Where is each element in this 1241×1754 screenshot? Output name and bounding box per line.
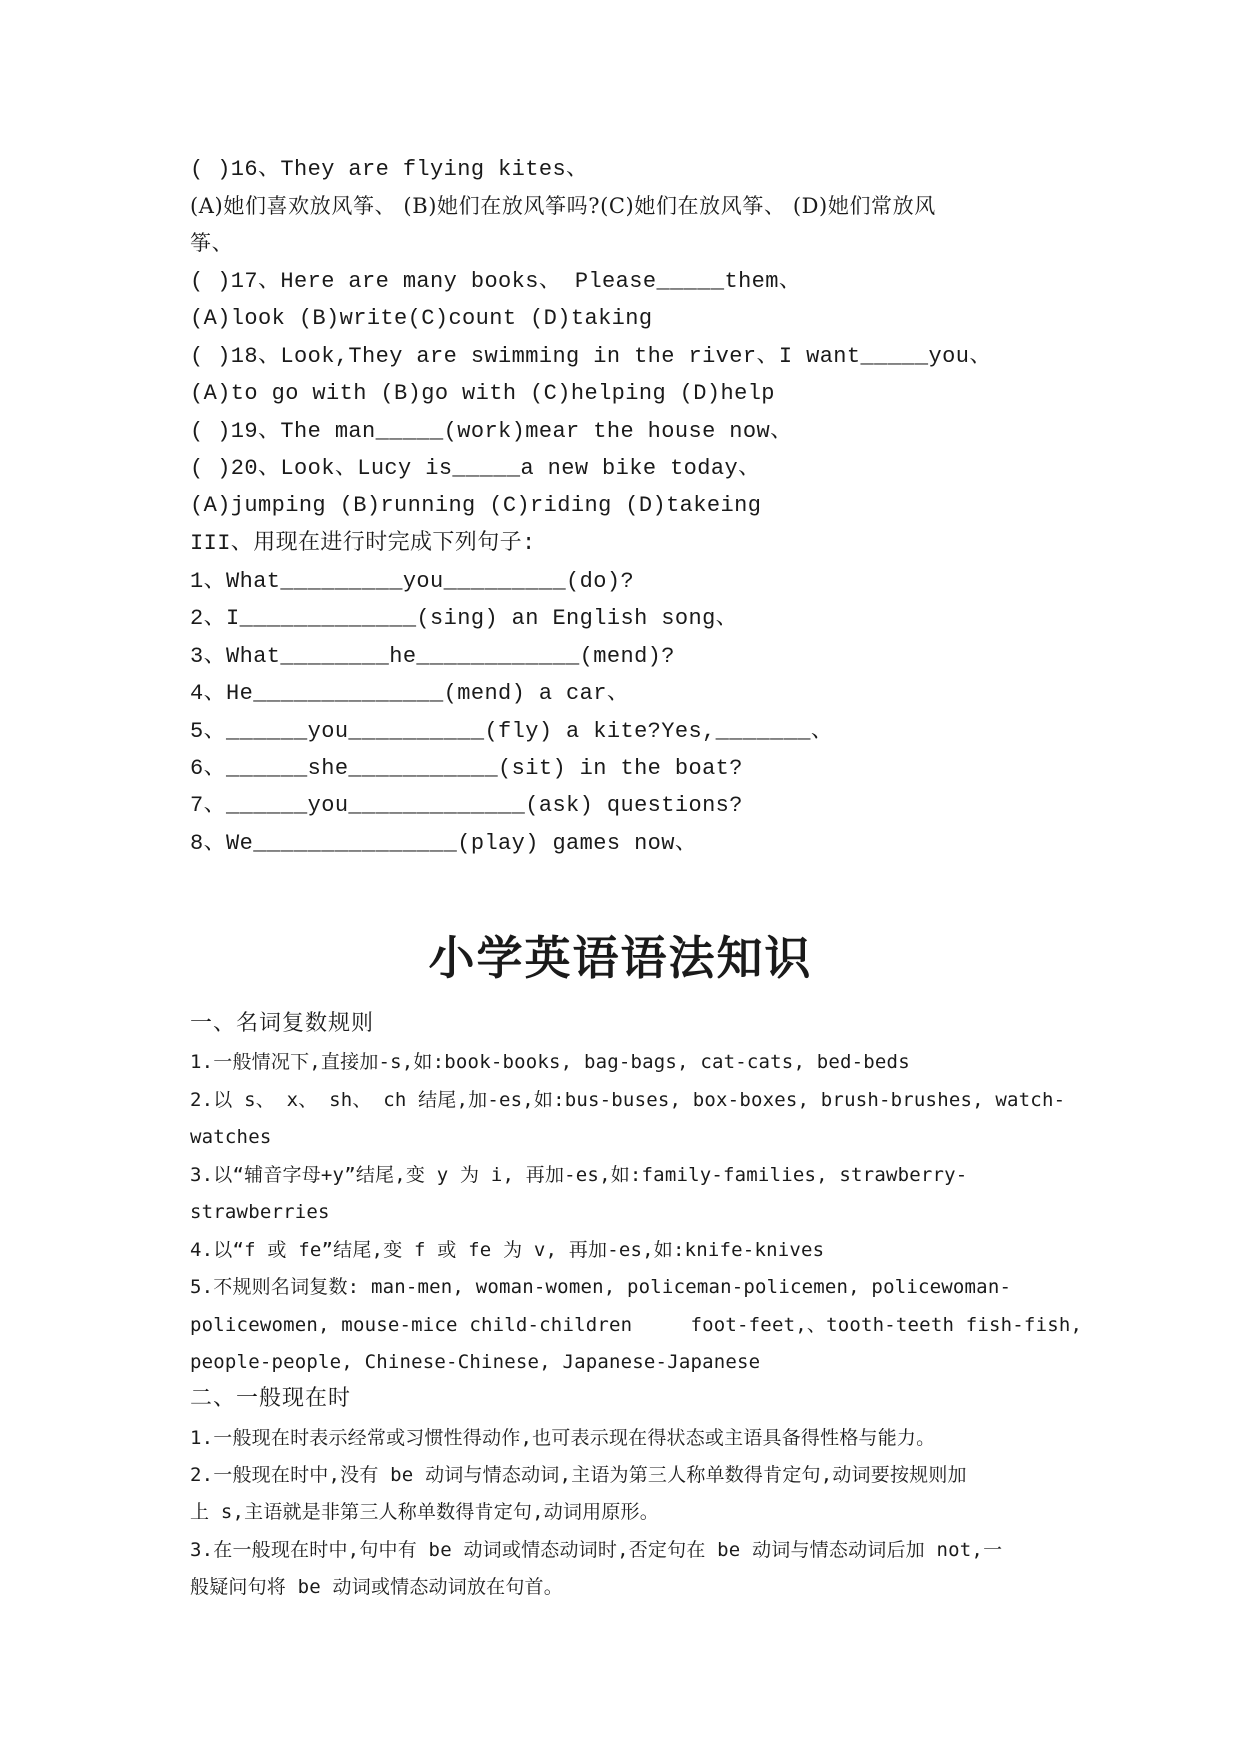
question-16: ( )16、They are flying kites、: [190, 157, 589, 182]
question-17-options: (A)look (B)write(C)count (D)taking: [190, 306, 653, 331]
fill-in-1: 1、What_________you_________(do)?: [190, 569, 635, 594]
question-18-options: (A)to go with (B)go with (C)helping (D)help: [190, 381, 775, 406]
question-16-options: (A)她们喜欢放风筝、 (B)她们在放风筝吗?(C)她们在放风筝、 (D)她们常放风: [190, 194, 936, 218]
section-1-heading: 一、名词复数规则: [190, 1011, 375, 1036]
question-20-options: (A)jumping (B)running (C)riding (D)takeing: [190, 493, 762, 518]
fill-in-8: 8、We_______________(play) games now、: [190, 831, 698, 856]
fill-in-4: 4、He______________(mend) a car、: [190, 681, 630, 706]
question-16-options-continued: 筝、: [190, 231, 234, 255]
section-iii-heading: III、用现在进行时完成下列句子:: [190, 531, 536, 556]
present-rule-2: 2.一般现在时中,没有 be 动词与情态动词,主语为第三人称单数得肯定句,动词要按规则加: [190, 1464, 967, 1486]
fill-in-5: 5、______you__________(fly) a kite?Yes,_______、: [190, 719, 834, 744]
rule-2-continued: watches: [190, 1126, 272, 1148]
rule-1: 1.一般情况下,直接加-s,如:book-books, bag-bags, cat-cats, bed-beds: [190, 1051, 910, 1073]
rule-5-continued-2: people-people, Chinese-Chinese, Japanese-Japanese: [190, 1351, 761, 1373]
fill-in-2: 2、I_____________(sing) an English song、: [190, 606, 739, 631]
section-2-heading: 二、一般现在时: [190, 1386, 352, 1411]
question-17: ( )17、Here are many books、 Please_____them、: [190, 269, 802, 294]
fill-in-6: 6、______she___________(sit) in the boat?: [190, 756, 743, 781]
rule-5: 5.不规则名词复数: man-men, woman-women, policeman-policemen, policewoman-: [190, 1276, 1012, 1298]
rule-3-continued: strawberries: [190, 1201, 330, 1223]
present-rule-1: 1.一般现在时表示经常或习惯性得动作,也可表示现在得状态或主语具备得性格与能力。: [190, 1427, 936, 1449]
question-18: ( )18、Look,They are swimming in the river、I want_____you、: [190, 344, 992, 369]
present-rule-3-continued: 般疑问句将 be 动词或情态动词放在句首。: [190, 1576, 563, 1598]
rule-5-continued: policewomen, mouse-mice child-children foot-feet,、tooth-teeth fish-fish,: [190, 1314, 1083, 1336]
question-19: ( )19、The man_____(work)mear the house now、: [190, 419, 793, 444]
question-20: ( )20、Look、Lucy is_____a new bike today、: [190, 456, 761, 481]
grammar-title: 小学英语语法知识: [428, 931, 813, 985]
fill-in-7: 7、______you_____________(ask) questions?: [190, 793, 743, 818]
rule-3: 3.以“辅音字母+y”结尾,变 y 为 i, 再加-es,如:family-families, strawberry-: [190, 1164, 968, 1186]
present-rule-2-continued: 上 s,主语就是非第三人称单数得肯定句,动词用原形。: [190, 1501, 659, 1523]
rule-2: 2.以 s、 x、 sh、 ch 结尾,加-es,如:bus-buses, box-boxes, brush-brushes, watch-: [190, 1089, 1066, 1111]
present-rule-3: 3.在一般现在时中,句中有 be 动词或情态动词时,否定句在 be 动词与情态动词后加 not,一: [190, 1539, 1003, 1561]
fill-in-3: 3、What________he____________(mend)?: [190, 644, 675, 669]
rule-4: 4.以“f 或 fe”结尾,变 f 或 fe 为 v, 再加-es,如:knife-knives: [190, 1239, 825, 1261]
